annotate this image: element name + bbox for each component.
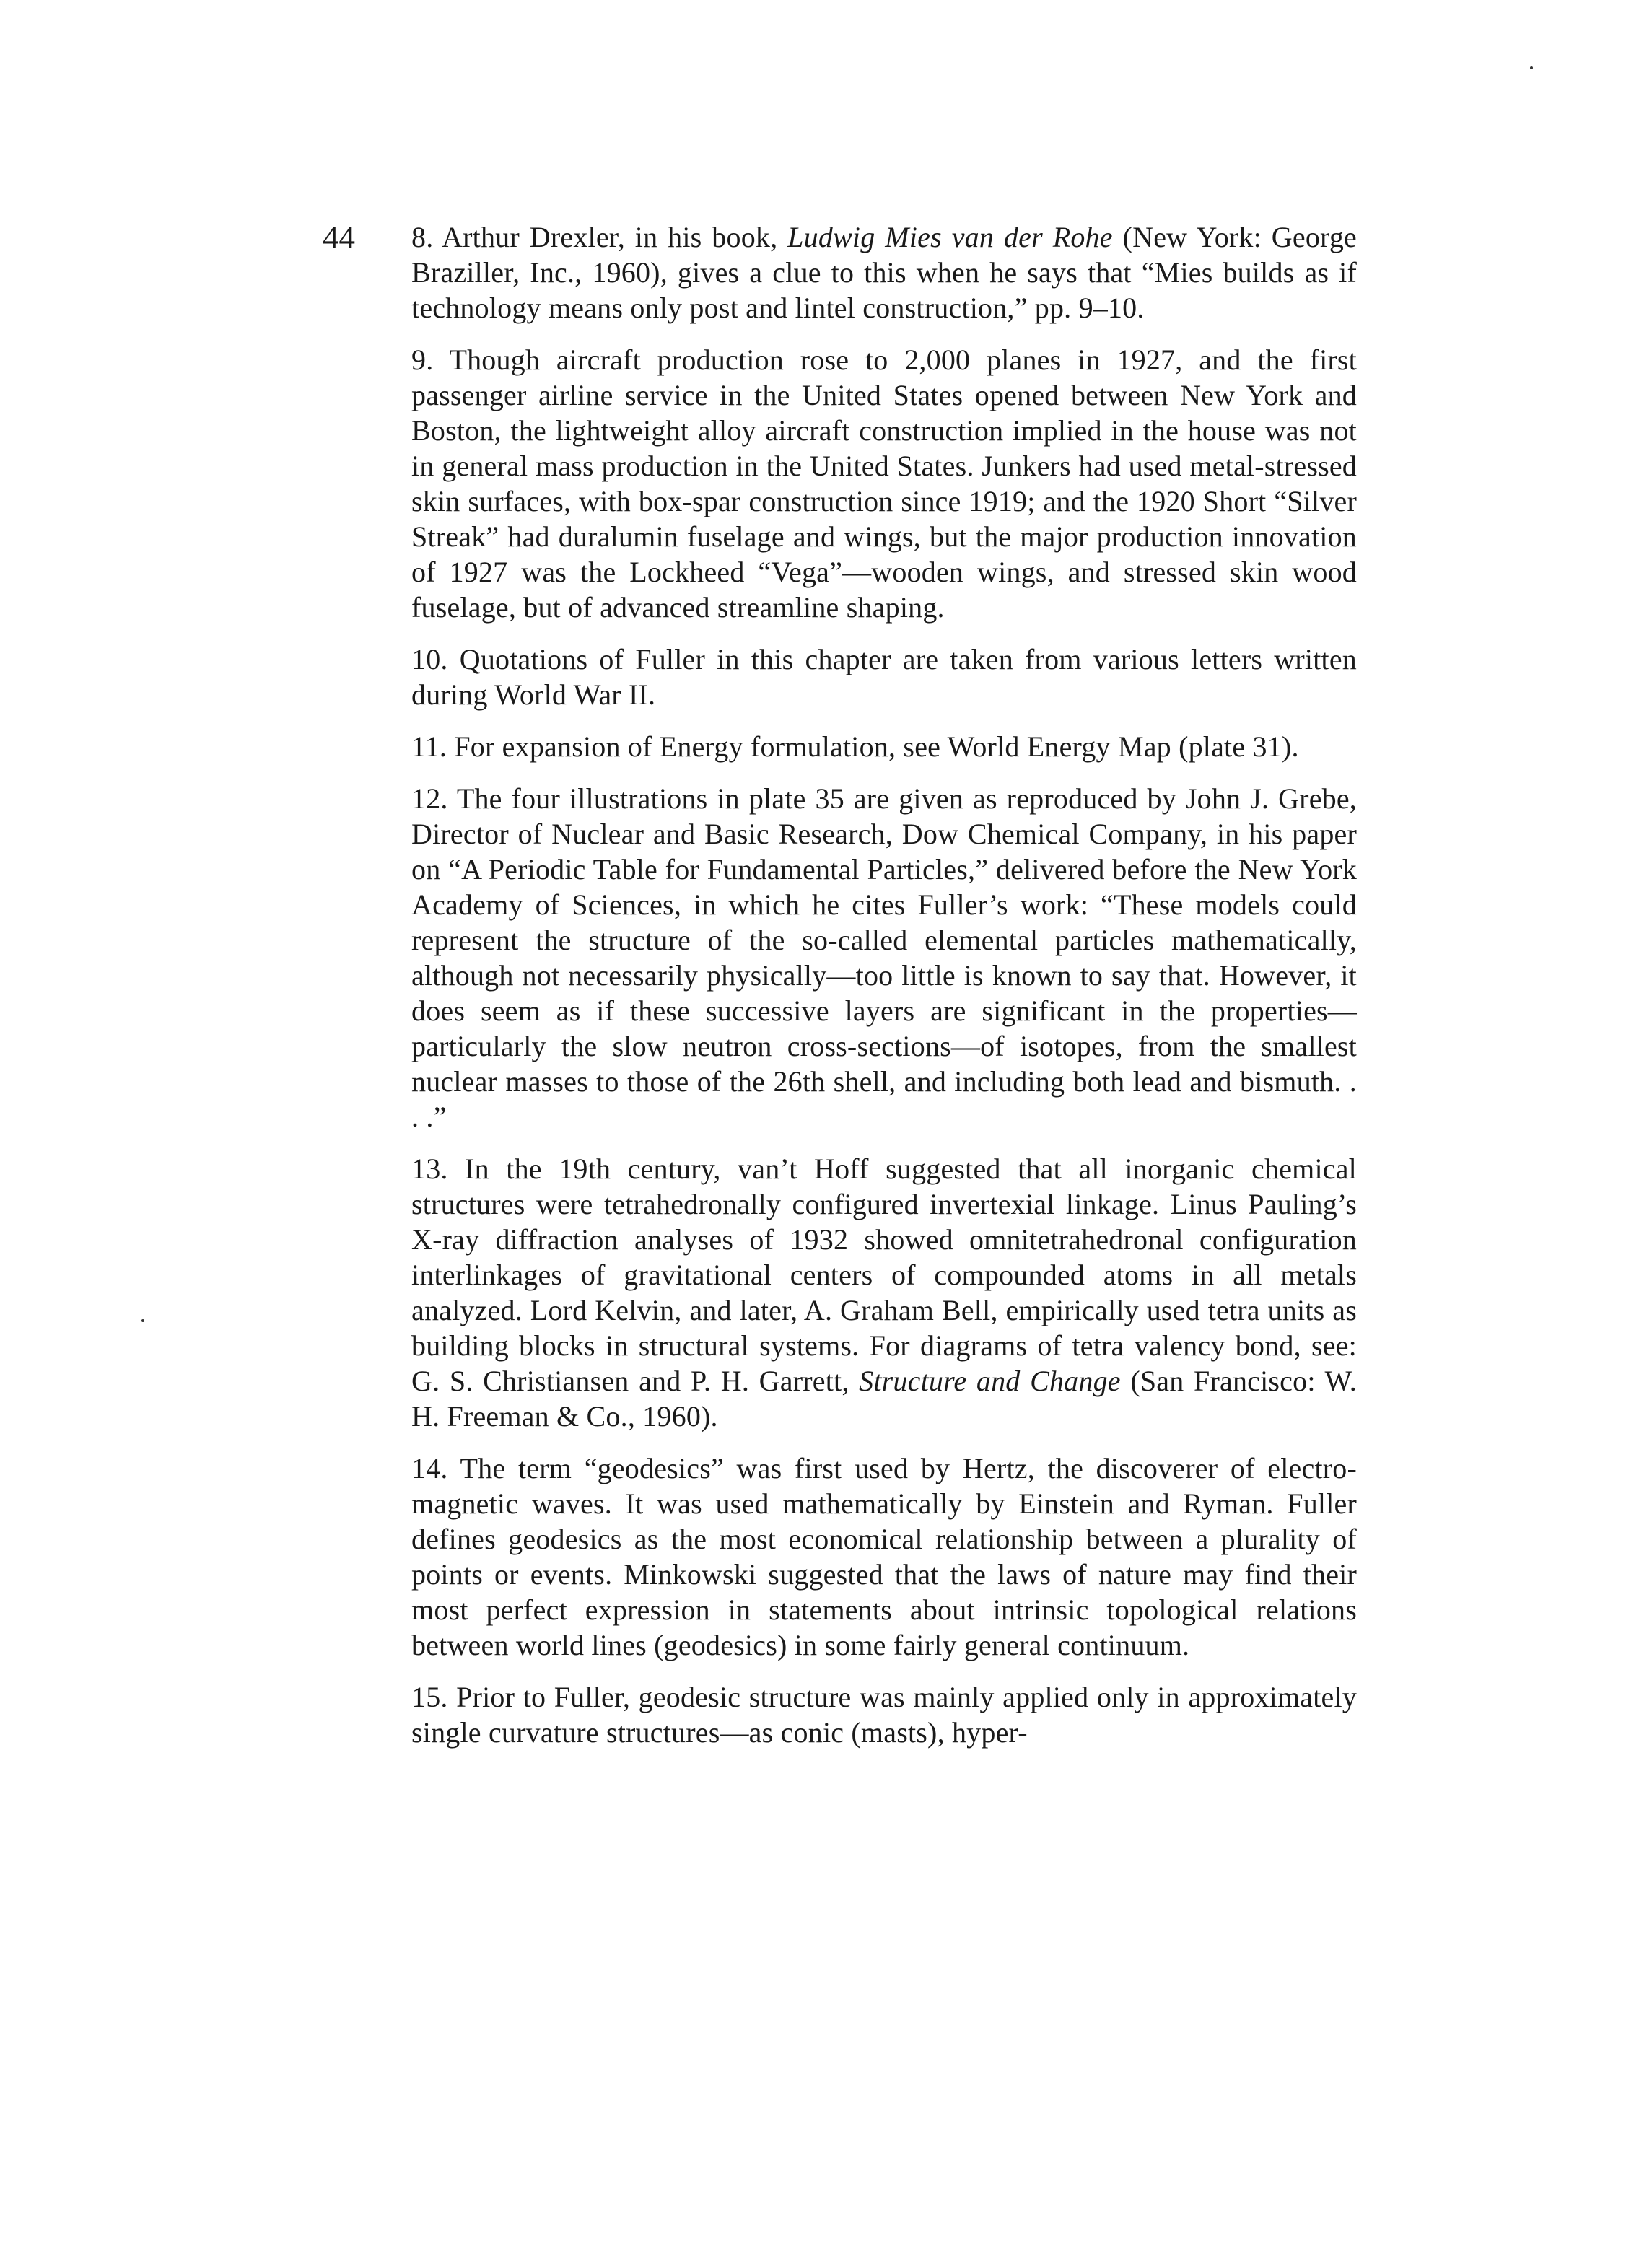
note-13-book-title: Structure and Change xyxy=(859,1365,1121,1397)
note-15-text: 15. Prior to Fuller, geodesic structure was mainly applied only in approximately single curvature structures—as conic (masts), hyper- xyxy=(411,1681,1357,1749)
scan-speck-left xyxy=(141,1319,144,1322)
note-9-text: 9. Though aircraft production rose to 2,000 planes in 1927, and the first passenger airline service in the United States opened between New York and Boston, the lightweight alloy aircraft construction implied in the house was not in general mass production in the United States. Junkers had used metal-stressed skin surfaces, with box-spar construction since 1919; and the 1920 Short “Silver Streak” had duralumin fuselage and wings, but the major production innovation of 1927 was the Lockheed “Vega”—wooden wings, and stressed skin wood fuselage, but of advanced streamline shaping. xyxy=(411,344,1357,624)
note-8-text: 8. Arthur Drexler, in his book, xyxy=(411,221,788,253)
note-13-text-cont: (San Francisco: W. H. Freeman & Co., 1960). xyxy=(411,1365,1357,1433)
note-8-book-title: Ludwig Mies van der Rohe xyxy=(787,221,1113,253)
note-10 xyxy=(411,642,1357,712)
note-10-text: 10. Quotations of Fuller in this chapter are taken from various letters written during World War II. xyxy=(411,643,1357,711)
scan-speck-top-right xyxy=(1530,66,1533,69)
page-number: 44 xyxy=(323,219,355,255)
note-8-text-cont: (New York: George Braziller, Inc., 1960), gives a clue to this when he says that “Mies builds as if technology means only post and lintel construction,” pp. 9–10. xyxy=(411,221,1357,324)
note-8 xyxy=(411,219,1357,325)
note-9 xyxy=(411,342,1357,625)
note-13 xyxy=(411,1151,1357,1434)
note-14 xyxy=(411,1451,1357,1663)
note-13-text: 13. In the 19th century, van’t Hoff suggested that all inorganic chemical structures were tetrahedronally configured invertexial linkage. Linus Pauling’s X-ray diffraction analyses of 1932 showed omnitetrahedronal configuration interlinkages of gravitational centers of compounded atoms in all metals analyzed. Lord Kelvin, and later, A. Graham Bell, empirically used tetra units as building blocks in structural systems. For diagrams of tetra valency bond, see: G. S. Christiansen and P. H. Garrett, xyxy=(411,1153,1357,1397)
note-12 xyxy=(411,781,1357,1134)
footnotes xyxy=(411,219,1357,1767)
note-12-text: 12. The four illustrations in plate 35 are given as reproduced by John J. Grebe, Director of Nuclear and Basic Research, Dow Chemical Company, in his paper on “A Periodic Table for Fundamental Particles,” delivered before the New York Academy of Sciences, in which he cites Fuller’s work: “These models could represent the structure of the so-called elemental particles mathematically, although not necessarily physically—too little is known to say that. However, it does seem as if these successive layers are significant in the properties—particularly the slow neutron cross-sections—of isotopes, from the smallest nuclear masses to those of the 26th shell, and including both lead and bismuth. . . .” xyxy=(411,782,1357,1133)
note-11 xyxy=(411,729,1357,764)
note-14-text: 14. The term “geodesics” was first used by Hertz, the discoverer of electro-magnetic waves. It was used mathematically by Einstein and Ryman. Fuller defines geodesics as the most economical relationship between a plurality of points or events. Minkowski suggested that the laws of nature may find their most perfect expression in statements about intrinsic topological relations between world lines (geodesics) in some fairly general continuum. xyxy=(411,1452,1357,1661)
note-11-text: 11. For expansion of Energy formulation, see World Energy Map (plate 31). xyxy=(411,730,1299,763)
note-15 xyxy=(411,1679,1357,1750)
